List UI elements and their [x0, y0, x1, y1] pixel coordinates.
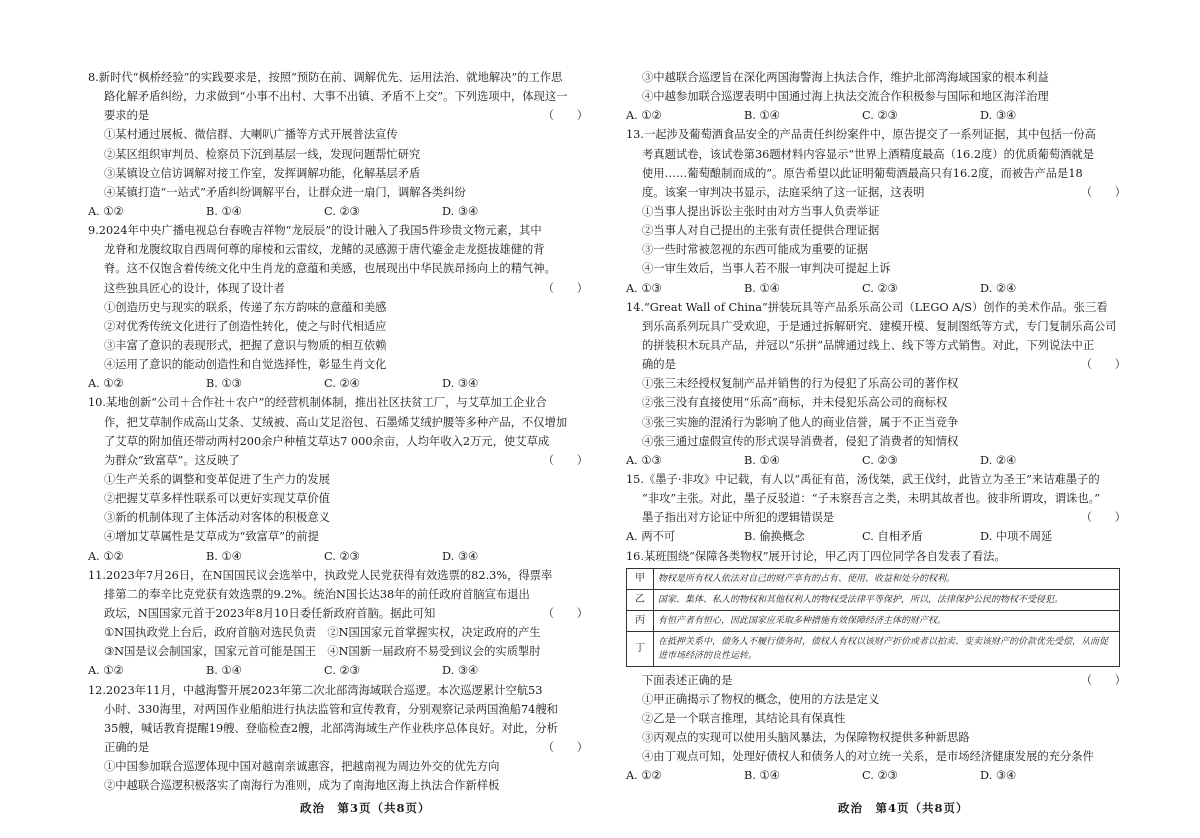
- answer-choice: A. ①②: [88, 664, 124, 678]
- line-text: 墨子指出对方论证中所犯的逻辑错误是: [642, 511, 835, 525]
- line-text: ④运用了意识的能动创造性和自觉选择性，彰显生肖文化: [104, 358, 387, 372]
- line-text: 到乐高系列玩具广受欢迎，于是通过拆解研究、建模开模、复制图纸等方式，专门复制乐高公司: [642, 319, 1117, 333]
- table-row: [627, 631, 1120, 666]
- question-option: [88, 527, 588, 546]
- answer-choice: C. ②③: [324, 664, 360, 678]
- answer-choice: D. 中项不周延: [980, 530, 1053, 544]
- answer-choice: D. ③④: [442, 377, 479, 391]
- answer-choice: C. ②③: [862, 281, 898, 295]
- question-text: [88, 106, 588, 125]
- question-option: [626, 709, 1126, 728]
- line-text: “非攻”主张。对此，墨子反驳道：“子未察吾言之类，未明其故者也。彼非所谓攻，谓诛也。”: [642, 492, 1101, 506]
- line-text: ③新的机制体现了主体活动对客体的积极意义: [104, 511, 330, 525]
- line-text: ②乙是一个联言推理，其结论具有保真性: [642, 711, 846, 725]
- question-text: [88, 738, 588, 757]
- question-text: [626, 671, 1126, 690]
- answer-blank: （ ）: [1080, 185, 1126, 199]
- line-text: ①张三未经授权复制产品并销售的行为侵犯了乐高公司的著作权: [642, 377, 959, 391]
- question-text: [88, 700, 588, 719]
- answer-choice: C. ②③: [324, 204, 360, 218]
- line-text: 14.“Great Wall of China”拼装玩具等产品系乐高公司（LEGO A/S）创作的美术作品。张三看: [626, 300, 1108, 314]
- answer-choice: C. 自相矛盾: [862, 530, 923, 544]
- line-text: ③N国是议会制国家，国家元首可能是国王 ④N国新一届政府不易受到议会的实质掣肘: [104, 645, 541, 659]
- line-text: ③一些时常被忽视的东西可能成为重要的证据: [642, 243, 868, 257]
- question-option: [626, 68, 1126, 87]
- answer-choice: A. ①②: [626, 109, 662, 123]
- answer-choices: [88, 202, 588, 221]
- line-text: 9.2024年中央广播电视总台春晚吉祥物“龙辰辰”的设计融入了我国5件珍贵文物元素，其中: [88, 224, 542, 238]
- question-option: [88, 125, 588, 144]
- line-text: ①N国执政党上台后，政府首脑对选民负责 ②N国国家元首掌握实权，决定政府的产生: [104, 626, 541, 640]
- answer-blank: （ ）: [1080, 511, 1126, 525]
- question-option: [88, 642, 588, 661]
- answer-choices: [626, 451, 1126, 470]
- line-text: 了艾草的附加值还带动两村200余户种植艾草达7 000余亩，人均年收入2万元，使艾草成: [104, 434, 550, 448]
- line-text: ①某村通过展板、微信群、大喇叭广播等方式开展普法宣传: [104, 128, 398, 142]
- answer-choice: C. ②④: [324, 377, 360, 391]
- question-option: [626, 221, 1126, 240]
- question-stem: [88, 68, 588, 87]
- answer-blank: （ ）: [542, 281, 588, 295]
- answer-choices: [626, 279, 1126, 298]
- question-text: [626, 183, 1126, 202]
- line-text: 15.《墨子·非攻》中记载，有人以“禹征有苗，汤伐桀，武王伐纣，此皆立为圣王”来诘难墨子的: [626, 472, 1100, 486]
- answer-choice: B. 偷换概念: [744, 530, 805, 544]
- line-text: ②当事人对自己提出的主张有责任提供合理证据: [642, 224, 880, 238]
- line-text: 要求的是: [104, 109, 150, 123]
- line-text: 政坛，N国国家元首于2023年8月10日委任新政府首脑。据此可知: [104, 606, 436, 620]
- answer-choice: A. ①③: [626, 281, 662, 295]
- answer-choice: A. ①②: [88, 549, 124, 563]
- question-text: [88, 585, 588, 604]
- line-text: ④某镇打造“一站式”矛盾纠纷调解平台，让群众进一扇门，调解各类纠纷: [104, 185, 466, 199]
- line-text: 小时、330海里，对两国作业船舶进行执法监管和宣传教育，分别观察记录两国渔船74艘和: [104, 702, 558, 716]
- line-text: 脊。这不仅饱含着传统文化中生肖龙的意蕴和美感，也展现出中华民族昂扬向上的精气神。: [104, 262, 556, 276]
- line-text: 排第二的奉辛比克党获有效选票的9.2%。统治N国长达38年的前任政府首脑宣布退出: [104, 587, 530, 601]
- question-option: [626, 728, 1126, 747]
- question-text: [88, 87, 588, 106]
- question-stem: [626, 547, 1126, 566]
- question-option: [88, 298, 588, 317]
- question-text: [88, 240, 588, 259]
- answer-choices: [626, 766, 1126, 785]
- right-page-column: [626, 68, 1126, 786]
- answer-blank: （ ）: [542, 606, 588, 620]
- answer-choice: D. ③④: [980, 109, 1017, 123]
- line-text: ②中越联合巡逻积极落实了南海行为准则，成为了南海地区海上执法合作新样板: [104, 779, 500, 793]
- question-stem: [88, 566, 588, 585]
- left-page-column: [88, 68, 588, 795]
- answer-choices: [88, 547, 588, 566]
- line-text: 8.新时代“枫桥经验”的实践要求是，按照“预防在前、调解优先、运用法治、就地解决”的工作思: [88, 71, 563, 84]
- question-stem: [626, 125, 1126, 144]
- student-name-cell: 甲: [627, 568, 654, 589]
- question-text: [626, 336, 1126, 355]
- answer-choice: B. ①④: [206, 549, 242, 563]
- question-stem: [626, 470, 1126, 489]
- answer-choice: C. ②③: [862, 453, 898, 467]
- answer-choice: D. ③④: [442, 664, 479, 678]
- line-text: ③某镇设立信访调解对接工作室，发挥调解功能，化解基层矛盾: [104, 166, 421, 180]
- line-text: ②某区组织审判员、检察员下沉到基层一线，发现问题帮忙研究: [104, 147, 421, 161]
- line-text: ①创造历史与现实的联系，传递了东方韵味的意蕴和美感: [104, 300, 387, 314]
- question-text: [626, 508, 1126, 527]
- student-opinion-cell: 有恒产者有恒心，因此国家应采取多种措施有效保障经济主体的财产权。: [654, 610, 1120, 631]
- line-text: 确的是: [642, 358, 676, 372]
- line-text: 路化解矛盾纠纷，力求做到“小事不出村、大事不出镇、矛盾不上交”。下列选项中，体现这一: [104, 90, 568, 104]
- line-text: ①当事人提出诉讼主张时由对方当事人负责举证: [642, 204, 880, 218]
- question-option: [626, 432, 1126, 451]
- answer-blank: （ ）: [542, 109, 588, 123]
- line-text: 16.某班围绕“保障各类物权”展开讨论，甲乙丙丁四位同学各自发表了看法。: [626, 549, 1006, 563]
- question-option: [88, 145, 588, 164]
- line-text: 10.某地创新“公司＋合作社＋农户”的经营机制体制，推出社区扶贫工厂，与艾草加工企业合: [88, 396, 547, 410]
- answer-choices: [88, 374, 588, 393]
- line-text: 使用……葡萄酿制而成的”。原告希望以此证明葡萄酒最高只有16.2度，而被告产品是18: [642, 166, 1083, 180]
- student-opinion-cell: 国家、集体、私人的物权和其他权利人的物权受法律平等保护，所以，法律保护公民的物权不受侵犯。: [654, 589, 1120, 610]
- answer-choices: [626, 527, 1126, 546]
- line-text: ②张三没有直接使用“乐高”商标，并未侵犯乐高公司的商标权: [642, 396, 948, 410]
- line-text: 考真题试卷，该试卷第36题材料内容显示“世界上酒精度最高（16.2度）的优质葡萄酒就是: [642, 147, 1094, 161]
- answer-choice: A. ①②: [88, 204, 124, 218]
- question-text: [626, 317, 1126, 336]
- question-option: [88, 757, 588, 776]
- table-row: [627, 568, 1120, 589]
- line-text: ③张三实施的混淆行为影响了他人的商业信誉，属于不正当竞争: [642, 415, 959, 429]
- question-option: [88, 317, 588, 336]
- answer-choice: A. ①②: [626, 769, 662, 783]
- question-text: [626, 355, 1126, 374]
- answer-choice: D. ②④: [980, 453, 1017, 467]
- answer-choice: C. ②③: [324, 549, 360, 563]
- question-option: [626, 690, 1126, 709]
- question-stem: [88, 393, 588, 412]
- question-text: [626, 489, 1126, 508]
- answer-choice: B. ①④: [744, 453, 780, 467]
- question-option: [88, 623, 588, 642]
- question-stem: [626, 298, 1126, 317]
- question-option: [626, 747, 1126, 766]
- right-page-footer: 政治 第4页（共8页）: [838, 801, 969, 815]
- answer-blank: （ ）: [542, 740, 588, 754]
- line-text: 度。该案一审判决书显示，法庭采纳了这一证据，这表明: [642, 185, 925, 199]
- student-opinion-cell: 物权是所有权人依法对自己的财产享有的占有、使用、收益和处分的权利。: [654, 568, 1120, 589]
- line-text: ②对优秀传统文化进行了创造性转化，使之与时代相适应: [104, 319, 387, 333]
- answer-choice: D. ③④: [980, 769, 1017, 783]
- question-text: [88, 432, 588, 451]
- line-text: 正确的是: [104, 740, 150, 754]
- question-text: [626, 145, 1126, 164]
- question-option: [626, 393, 1126, 412]
- question-option: [88, 470, 588, 489]
- answer-blank: （ ）: [1080, 673, 1126, 687]
- question-option: [626, 374, 1126, 393]
- line-text: 为群众“致富草”。这反映了: [104, 453, 240, 467]
- question-option: [626, 240, 1126, 259]
- line-text: ①生产关系的调整和变革促进了生产力的发展: [104, 472, 330, 486]
- line-text: ②把握艾草多样性联系可以更好实现艾草价值: [104, 492, 330, 506]
- answer-choice: A. ①③: [626, 453, 662, 467]
- table-row: [627, 589, 1120, 610]
- answer-choice: B. ①④: [744, 109, 780, 123]
- line-text: 下面表述正确的是: [642, 673, 733, 687]
- answer-choice: D. ②④: [980, 281, 1017, 295]
- line-text: ③丙观点的实现可以使用头脑风暴法，为保障物权提供多种新思路: [642, 731, 970, 745]
- answer-choice: B. ①③: [206, 377, 242, 391]
- answer-choice: C. ②③: [862, 109, 898, 123]
- question-option: [626, 87, 1126, 106]
- line-text: ①甲正确揭示了物权的概念，使用的方法是定义: [642, 692, 880, 706]
- table-row: [627, 610, 1120, 631]
- answer-choice: B. ①④: [744, 769, 780, 783]
- answer-choice: A. ①②: [88, 377, 124, 391]
- question-option: [88, 183, 588, 202]
- question-text: [88, 719, 588, 738]
- question-option: [88, 355, 588, 374]
- answer-choice: C. ②③: [862, 769, 898, 783]
- line-text: 这些独具匠心的设计，体现了设计者: [104, 281, 285, 295]
- question-option: [626, 202, 1126, 221]
- line-text: 作，把艾草制作成高山艾条、艾绒被、高山艾足浴包、石墨烯艾绒护腰等多种产品，不仅增加: [104, 415, 568, 429]
- line-text: 12.2023年11月，中越海警开展2023年第二次北部湾海域联合巡逻。本次巡逻累计空航53: [88, 683, 543, 697]
- question-option: [88, 776, 588, 795]
- line-text: ③丰富了意识的表现形式，把握了意识与物质的相互依赖: [104, 338, 387, 352]
- line-text: 龙脊和龙腹纹取自西周何尊的扉棱和云雷纹，龙鳍的灵感源于唐代鎏金走龙挺拔雄健的背: [104, 243, 545, 257]
- question-text: [88, 451, 588, 470]
- answer-choice: D. ③④: [442, 204, 479, 218]
- left-page-footer: 政治 第3页（共8页）: [300, 801, 431, 815]
- answer-blank: （ ）: [542, 453, 588, 467]
- question-option: [88, 164, 588, 183]
- question-stem: [88, 681, 588, 700]
- answer-choices: [626, 106, 1126, 125]
- question-option: [88, 489, 588, 508]
- line-text: ④增加艾草属性是艾草成为“致富草”的前提: [104, 530, 319, 544]
- answer-blank: （ ）: [1080, 358, 1126, 372]
- question-text: [88, 259, 588, 278]
- question-stem: [88, 221, 588, 240]
- question-option: [626, 413, 1126, 432]
- student-name-cell: 乙: [627, 589, 654, 610]
- question-option: [88, 336, 588, 355]
- line-text: ④由丁观点可知，处理好债权人和债务人的对立统一关系，是市场经济健康发展的充分条件: [642, 750, 1094, 764]
- answer-choice: B. ①④: [206, 204, 242, 218]
- line-text: 35艘，喊话教育提醒19艘、登临检查2艘，北部湾海域生产作业秩序总体良好。对此，分析: [104, 721, 558, 735]
- answer-choice: D. ③④: [442, 549, 479, 563]
- line-text: ④张三通过虚假宣传的形式误导消费者，侵犯了消费者的知情权: [642, 434, 959, 448]
- line-text: ①中国参加联合巡逻体现中国对越南亲诚惠容，把越南视为周边外交的优先方向: [104, 760, 500, 774]
- answer-choices: [88, 661, 588, 680]
- line-text: ④中越参加联合巡逻表明中国通过海上执法交流合作积极参与国际和地区海洋治理: [642, 90, 1049, 104]
- question-text: [88, 279, 588, 298]
- question-text: [88, 413, 588, 432]
- answer-choice: A. 两不可: [626, 530, 676, 544]
- question-text: [626, 164, 1126, 183]
- line-text: 11.2023年7月26日，在N国国民议会选举中，执政党人民党获得有效选票的82.3%，得票率: [88, 568, 553, 582]
- student-name-cell: 丁: [627, 631, 654, 666]
- question-option: [626, 259, 1126, 278]
- answer-choice: B. ①④: [744, 281, 780, 295]
- question-option: [88, 508, 588, 527]
- student-name-cell: 丙: [627, 610, 654, 631]
- line-text: ④一审生效后，当事人若不服一审判决可提起上诉: [642, 262, 891, 276]
- line-text: 13.一起涉及葡萄酒食品安全的产品责任纠纷案件中，原告提交了一系列证据，其中包括一份高: [626, 128, 1096, 142]
- student-opinion-cell: 在抵押关系中，债务人不履行债务时，债权人有权以该财产折价或者以拍卖、变卖该财产的价款优先受偿，从而促进市场经济的良性运转。: [654, 631, 1120, 666]
- opinion-table: [626, 568, 1120, 667]
- answer-choice: B. ①④: [206, 664, 242, 678]
- question-text: [88, 604, 588, 623]
- line-text: ③中越联合巡逻旨在深化两国海警海上执法合作，维护北部湾海域国家的根本利益: [642, 71, 1049, 84]
- line-text: 的拼装积木玩具产品，并冠以“乐拼”品牌通过线上、线下等方式销售。对此，下列说法中正: [642, 338, 1095, 352]
